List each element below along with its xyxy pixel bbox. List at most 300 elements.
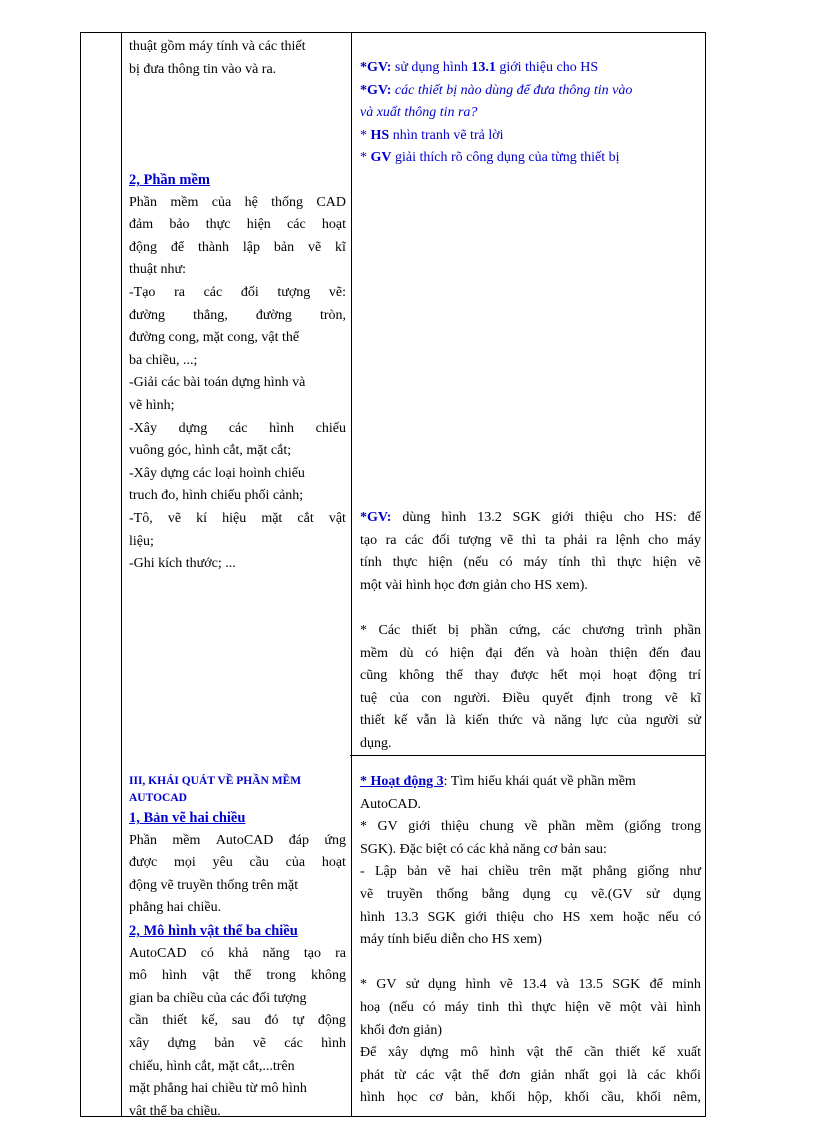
- word: tạo: [303, 945, 321, 961]
- word: mô: [460, 1045, 479, 1061]
- word: đáp: [288, 832, 309, 848]
- word: mềm: [170, 194, 199, 210]
- word: kế: [651, 1045, 666, 1061]
- word: -Xây: [129, 420, 157, 436]
- word: khối: [564, 1090, 590, 1106]
- word: tinh: [477, 999, 500, 1015]
- word: thay: [474, 668, 499, 684]
- word: ta: [544, 532, 556, 548]
- word: mọi: [579, 668, 602, 684]
- word: khối: [636, 1090, 662, 1106]
- word: CAD: [316, 194, 346, 210]
- subsection-title-3d: 2, Mô hình vật thể ba chiều: [129, 922, 298, 939]
- word: máy: [523, 555, 548, 571]
- word: xem: [589, 909, 614, 925]
- word: SGK: [512, 510, 541, 525]
- word: tự: [292, 1013, 304, 1029]
- text-line: chiếu, hình cắt, mặt cắt,...trên: [129, 1058, 295, 1074]
- word: cũng: [360, 668, 388, 684]
- word: xuất: [676, 1045, 701, 1061]
- word: người.: [453, 690, 491, 706]
- word: để: [170, 239, 185, 255]
- word: vẫn: [416, 713, 437, 729]
- activity-3-text-2: AutoCAD.: [360, 796, 422, 812]
- word: bản: [273, 239, 295, 255]
- text-line: [360, 552, 701, 575]
- word: Phần: [129, 194, 157, 210]
- text-line: -Xây dựng các loại hoình chiếu: [129, 465, 305, 481]
- word: thể: [471, 1067, 489, 1083]
- word: có: [499, 555, 513, 571]
- word: cầu: [249, 855, 269, 871]
- text-line: thuật gồm máy tính và các thiết: [129, 39, 306, 54]
- word: nếu: [658, 909, 679, 925]
- word: nhất: [564, 1067, 589, 1083]
- word: hình: [489, 1045, 515, 1061]
- word: ra: [335, 945, 346, 961]
- word: vẽ: [664, 690, 678, 706]
- word: vẽ: [437, 864, 451, 880]
- gv6-lines: [360, 974, 701, 1110]
- column-divider-1: [121, 33, 122, 1116]
- text-line: truch đo, hình chiếu phối cảnh;: [129, 488, 304, 504]
- word: Lập: [374, 864, 397, 880]
- word: giới: [551, 510, 574, 525]
- text-line: [360, 688, 701, 711]
- word: -: [360, 864, 365, 880]
- word: hoàn: [570, 645, 598, 661]
- right-block-3: [360, 771, 701, 1110]
- word: bảo: [169, 217, 190, 233]
- word: hoạt: [321, 217, 346, 233]
- word: để: [687, 510, 701, 525]
- word: tính: [558, 555, 581, 571]
- word: Điều: [502, 690, 530, 706]
- word: máy: [444, 999, 469, 1015]
- word: AutoCAD: [215, 832, 274, 848]
- word: dù: [399, 645, 414, 661]
- text-line: [129, 1033, 346, 1056]
- word: và: [531, 713, 546, 729]
- text-line: phẳng hai chiều.: [129, 900, 222, 916]
- text-line: đường cong, mặt cong, vật thể: [129, 330, 300, 346]
- word: hình: [360, 1090, 385, 1106]
- word: thẳng,: [193, 307, 228, 323]
- word: thành: [197, 239, 230, 255]
- word: hình: [360, 909, 385, 925]
- text-line: [360, 907, 701, 930]
- word: bản: [214, 1035, 235, 1051]
- word: vẽ: [499, 532, 514, 548]
- word: GV: [376, 977, 397, 993]
- gv4-label: *GV:: [360, 510, 392, 525]
- word: *: [360, 819, 367, 835]
- text-line: khối đơn giản): [360, 1022, 443, 1038]
- intro-lines: [129, 36, 346, 81]
- word: từ: [394, 1067, 406, 1083]
- word: thiệu: [441, 819, 470, 835]
- word: ra: [385, 532, 397, 548]
- word: tròn,: [319, 307, 346, 323]
- word: hiện: [652, 555, 677, 571]
- gv3-text: giải thích rõ công dụng của từng thiết bị: [391, 150, 620, 166]
- text-line: [360, 997, 701, 1020]
- word: đối: [240, 284, 259, 300]
- text-line: máy tính biểu diễn cho HS xem): [360, 932, 542, 948]
- word: Các: [378, 622, 401, 638]
- word: khối: [675, 1067, 701, 1083]
- word: chiều: [488, 864, 519, 880]
- word: năng: [262, 945, 290, 961]
- word: kiến: [464, 713, 489, 729]
- text-line: [129, 943, 346, 966]
- word: hiện: [428, 555, 453, 571]
- left-intro: [129, 36, 346, 81]
- word: tuệ: [360, 690, 378, 706]
- word: tạo: [360, 532, 378, 548]
- word: xây: [388, 1045, 409, 1061]
- text-line: động vẽ truyền thống trên mặt: [129, 877, 299, 893]
- word: vẽ: [307, 239, 322, 255]
- text-line: vuông góc, hình cắt, mặt cắt;: [129, 443, 292, 459]
- word: đến: [649, 645, 670, 661]
- word: vẽ: [499, 977, 513, 993]
- word: cho: [533, 909, 554, 925]
- word: hình: [269, 420, 295, 436]
- word: phát: [360, 1067, 385, 1083]
- word: đường: [255, 307, 292, 323]
- subsection-body-2d: [129, 830, 346, 920]
- word: hai: [461, 864, 479, 880]
- word: hộp,: [527, 1090, 553, 1106]
- word: thực: [205, 217, 231, 233]
- word: vẽ:: [328, 284, 346, 300]
- word: AutoCAD: [129, 945, 187, 961]
- word: dựng: [167, 1035, 197, 1051]
- word: mô: [129, 968, 147, 984]
- word: thiện: [609, 645, 638, 661]
- word: hiện: [449, 645, 474, 661]
- word: xây: [129, 1035, 150, 1051]
- word: các: [203, 284, 223, 300]
- word: mềm: [360, 645, 388, 661]
- word: khối: [490, 1090, 516, 1106]
- word: trí: [688, 668, 701, 684]
- word: lệnh: [615, 532, 640, 548]
- word: sử: [646, 886, 660, 902]
- word: *: [360, 622, 367, 638]
- text-line: [360, 665, 701, 688]
- word: một: [619, 999, 642, 1015]
- word: mọi: [173, 855, 196, 871]
- word: hoạ: [360, 999, 381, 1015]
- word: khả: [228, 945, 249, 961]
- word: được: [510, 668, 539, 684]
- word: thống: [271, 194, 304, 210]
- word: các: [551, 622, 571, 638]
- word: mặt: [261, 510, 283, 526]
- word: bản,: [454, 1090, 479, 1106]
- text-line: [129, 237, 346, 260]
- word: các: [228, 420, 248, 436]
- text-line: [360, 710, 701, 733]
- word: giới: [464, 909, 487, 925]
- word: kí: [196, 510, 208, 526]
- word: vẽ.(GV: [591, 886, 633, 902]
- word: hoặc: [622, 909, 650, 925]
- word: SGK: [427, 909, 456, 925]
- gv1-figure: 13.1: [471, 60, 496, 75]
- word: và: [555, 977, 570, 993]
- text-line: dụng.: [360, 735, 392, 751]
- text-line: [360, 1042, 701, 1065]
- word: lập: [242, 239, 261, 255]
- word: vật: [328, 510, 346, 526]
- word: có: [200, 945, 214, 961]
- word: minh: [672, 977, 701, 993]
- gv2-question-2: và xuất thông tin ra?: [360, 105, 478, 121]
- text-line: ba chiều, ...;: [129, 352, 198, 368]
- word: thể: [555, 1045, 573, 1061]
- word: các: [647, 1067, 666, 1083]
- word: đó: [264, 1013, 279, 1029]
- word: cụ: [564, 886, 578, 902]
- text-line: vẽ hình;: [129, 397, 175, 413]
- word: yêu: [212, 855, 233, 871]
- word: ra: [596, 532, 608, 548]
- section-heading-autocad: [129, 773, 346, 807]
- gv5-lines: [360, 816, 701, 952]
- word: hệ: [244, 194, 258, 210]
- text-line: [360, 1087, 701, 1110]
- text-line: [360, 620, 701, 643]
- subsection-title-2d: 1, Bản vẽ hai chiều: [129, 810, 246, 826]
- word: thiết: [162, 1013, 188, 1029]
- word: thì: [507, 999, 523, 1015]
- word: như: [679, 864, 701, 880]
- word: máy: [676, 532, 701, 548]
- word: sử: [687, 713, 701, 729]
- text-line: III, KHÁI QUÁT VỀ PHẦN MỀM: [129, 775, 302, 787]
- word: kĩ: [335, 239, 346, 255]
- word: kế: [394, 713, 408, 729]
- text-line: [129, 418, 346, 441]
- text-line: [129, 1010, 346, 1033]
- word: hình: [465, 977, 491, 993]
- word: nêm,: [673, 1090, 701, 1106]
- word: thiết: [411, 622, 437, 638]
- word: -Tô,: [129, 510, 153, 526]
- word: hình: [321, 1035, 346, 1051]
- word: lực: [590, 713, 609, 729]
- word: 13.4: [522, 977, 547, 993]
- text-line: [129, 830, 346, 853]
- text-line: [360, 643, 701, 666]
- note-lines: [360, 620, 701, 756]
- word: (giống: [624, 819, 661, 835]
- left-software-section: [129, 169, 346, 576]
- word: 13.2: [477, 510, 502, 525]
- word: về: [524, 819, 538, 835]
- section-title-software: 2, Phần mềm: [129, 172, 210, 188]
- text-line: liệu;: [129, 533, 154, 549]
- word: của: [211, 194, 232, 210]
- word: hình: [676, 999, 701, 1015]
- word: đơn: [499, 1067, 521, 1083]
- word: Phần: [129, 832, 157, 848]
- word: thể: [445, 668, 463, 684]
- word: quyết: [542, 690, 574, 706]
- word: thể: [234, 968, 252, 984]
- word: là: [626, 1067, 638, 1083]
- text-line: [129, 852, 346, 875]
- word: không: [310, 968, 346, 984]
- word: mềm: [172, 832, 201, 848]
- word: người: [645, 713, 679, 729]
- word: chiếu: [315, 420, 346, 436]
- text-line: [129, 192, 346, 215]
- word: GV: [377, 819, 398, 835]
- text-line: mặt phẳng hai chiều từ mô hình: [129, 1081, 307, 1097]
- word: Để: [360, 1045, 377, 1061]
- word: phần: [673, 622, 701, 638]
- text-line: [360, 974, 701, 997]
- word: phải: [563, 532, 588, 548]
- word: vẽ: [252, 1035, 266, 1051]
- word: chương: [582, 622, 625, 638]
- word: vẽ: [167, 510, 182, 526]
- hs-text: nhìn tranh vẽ trả lời: [389, 127, 504, 143]
- gv1-text-b: giới thiệu cho HS: [495, 60, 599, 75]
- word: sau: [231, 1013, 251, 1029]
- word: thống: [436, 886, 469, 902]
- gv4-first-line: [360, 507, 701, 530]
- word: năng: [554, 713, 582, 729]
- word: và: [545, 645, 560, 661]
- word: hoạt: [612, 668, 638, 684]
- word: -Tạo: [129, 284, 156, 300]
- word: thiệu: [496, 909, 525, 925]
- word: giản: [530, 1067, 555, 1083]
- word: cầu,: [601, 1090, 625, 1106]
- word: bản: [407, 864, 428, 880]
- text-line: -Giải các bài toán dựng hình và: [129, 375, 306, 391]
- word: vẽ: [360, 886, 374, 902]
- word: đối: [432, 532, 451, 548]
- word: động: [129, 239, 157, 255]
- right-block-1: *GV: sử dụng hình 13.1 giới thiệu cho HS *GV: các thiết bị nào dùng để đưa thông tin vào và xuất thông tin ra? * HS nhìn tranh vẽ trả lời * GV giải thích rõ công dụng của từng thiết bị: [360, 60, 633, 166]
- word: chung: [479, 819, 514, 835]
- word: động: [317, 1013, 346, 1029]
- word: cứng,: [509, 622, 541, 638]
- word: HS: [562, 909, 581, 925]
- word: con: [421, 690, 442, 706]
- word: cơ: [429, 1090, 443, 1106]
- word: (nếu: [388, 999, 414, 1015]
- word: các: [287, 217, 306, 233]
- left-autocad-section: [129, 773, 346, 1123]
- word: hình: [441, 510, 467, 525]
- word: tượng: [277, 284, 311, 300]
- text-line: bị đưa thông tin vào và ra.: [129, 61, 277, 77]
- word: thiết: [360, 713, 385, 729]
- word: để: [649, 977, 663, 993]
- text-line: vật thể ba chiều.: [129, 1103, 221, 1119]
- word: có: [425, 645, 439, 661]
- word: có: [687, 909, 701, 925]
- word: dụng: [672, 886, 701, 902]
- word: vài: [650, 999, 668, 1015]
- word: đau: [680, 645, 701, 661]
- word: 13.3: [394, 909, 419, 925]
- gv4-lines: [360, 530, 701, 598]
- word: dụng: [428, 977, 457, 993]
- word: vật: [201, 968, 220, 984]
- word: không: [398, 668, 434, 684]
- word: trong: [671, 819, 701, 835]
- word: hết: [550, 668, 568, 684]
- word: thì: [591, 555, 607, 571]
- text-line: SGK). Đặc biệt có các khả năng cơ bản sau:: [360, 841, 607, 857]
- word: trên: [529, 864, 551, 880]
- word: dùng: [402, 510, 431, 525]
- word: giới: [408, 819, 431, 835]
- gv1-text: sử dụng hình: [391, 60, 472, 75]
- text-line: [360, 530, 701, 553]
- word: được: [129, 855, 158, 871]
- word: hiệu: [222, 510, 247, 526]
- text-line: [129, 282, 346, 305]
- word: các: [415, 1067, 435, 1083]
- lesson-table: [80, 32, 706, 1117]
- word: cho: [623, 510, 644, 525]
- word: thiệu: [584, 510, 613, 525]
- row-divider: [350, 755, 706, 756]
- gv-label: GV:: [367, 60, 392, 75]
- word: định: [585, 690, 611, 706]
- word: cho: [648, 532, 669, 548]
- column-divider-2: [351, 33, 352, 1116]
- word: tượng: [458, 532, 492, 548]
- word: thực: [531, 999, 557, 1015]
- word: mặt: [561, 864, 583, 880]
- word: truyền: [386, 886, 423, 902]
- word: hoạt: [321, 855, 346, 871]
- word: phần: [470, 622, 498, 638]
- word: cần: [129, 1013, 149, 1029]
- text-line: -Ghi kích thước; ...: [129, 556, 236, 572]
- text-line: [129, 965, 346, 988]
- word: bị: [448, 622, 459, 638]
- activity-3-text: : Tìm hiểu khái quát về phần mềm: [443, 774, 636, 789]
- word: hiện: [564, 999, 589, 1015]
- word: vật: [526, 1045, 544, 1061]
- word: sử: [405, 977, 419, 993]
- text-line: một vài hình học đơn giản cho HS xem).: [360, 577, 588, 593]
- word: đường: [129, 307, 165, 323]
- word: vẽ: [687, 555, 701, 571]
- text-line: [129, 214, 346, 237]
- word: giống: [637, 864, 669, 880]
- word: dựng: [419, 1045, 449, 1061]
- word: có: [422, 999, 436, 1015]
- word: cần: [584, 1045, 604, 1061]
- word: SGK: [612, 977, 641, 993]
- word: *: [360, 977, 367, 993]
- word: mềm: [585, 819, 614, 835]
- word: phần: [548, 819, 576, 835]
- word: thực: [392, 555, 418, 571]
